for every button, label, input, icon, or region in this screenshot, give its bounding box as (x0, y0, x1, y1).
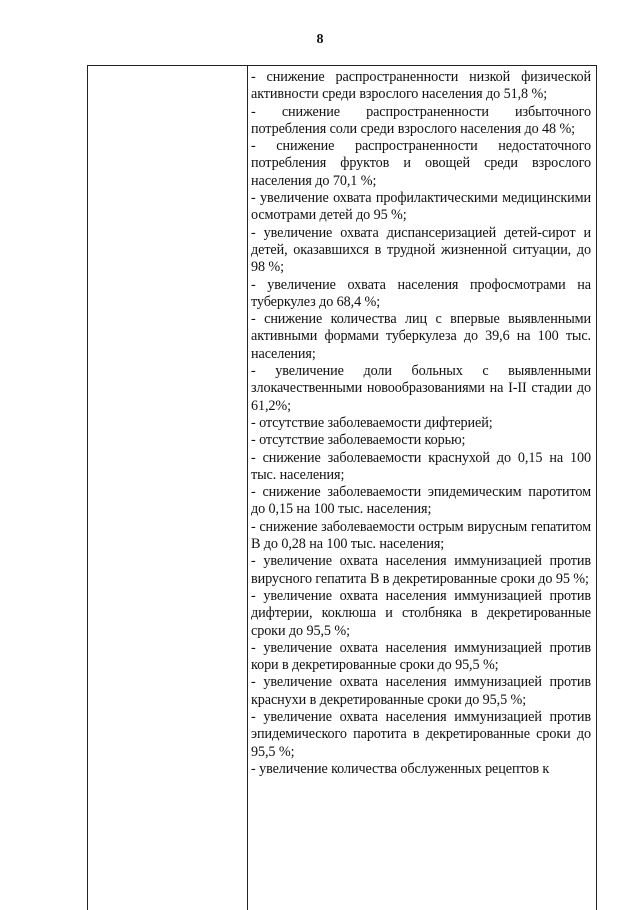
list-item: - отсутствие заболеваемости корью; (251, 432, 466, 449)
list-item: - снижение распространенности избыточного потребления соли среди взрослого населения до 48 %; (251, 103, 591, 137)
list-item: - снижение распространенности низкой физической активности среди взрослого населения до 51,8 %; (251, 69, 591, 103)
list-item: - увеличение доли больных с выявленными злокачественными новообразованиями на I-II стадии до 61,2%; (251, 363, 591, 414)
list-item: - снижение заболеваемости острым вирусным гепатитом В до 0,28 на 100 тыс. населения; (251, 518, 591, 553)
list-item: - увеличение количества обслуженных рецептов к (251, 760, 550, 777)
list-item: - увеличение охвата населения иммунизацией против вирусного гепатита В в декретированные сроки до 95 %; (251, 553, 591, 587)
list-item: - снижение распространенности недостаточного потребления фруктов и овощей среди взрослого населения до 70,1 %; (251, 138, 591, 189)
list-item: - увеличение охвата населения иммунизацией против дифтерии, коклюша и столбняка в декретированные сроки до 95,5 %; (251, 587, 591, 639)
list-item: - отсутствие заболеваемости дифтерией; (251, 414, 493, 431)
list-item: - увеличение охвата населения иммунизацией против кори в декретированные сроки до 95,5 %; (251, 639, 591, 674)
document-table (87, 65, 597, 910)
list-item: - снижение заболеваемости краснухой до 0,15 на 100 тыс. населения; (251, 449, 591, 483)
list-item: - снижение заболеваемости эпидемическим паротитом до 0,15 на 100 тыс. населения; (251, 484, 591, 518)
page-number: 8 (316, 32, 324, 47)
list-item: - увеличение охвата населения иммунизацией против эпидемического паротита в декретированные сроки до 95,5 %; (251, 708, 591, 760)
list-item: - увеличение охвата населения иммунизацией против краснухи в декретированные сроки до 95,5 %; (251, 674, 591, 708)
list-item: - снижение количества лиц с впервые выявленными активными формами туберкулеза до 39,6 на 100 тыс. населения; (251, 311, 591, 362)
list-item: - увеличение охвата диспансеризацией детей-сирот и детей, оказавшихся в трудной жизненной ситуации, до 98 %; (251, 224, 591, 276)
column-divider (247, 66, 248, 910)
list-item: - увеличение охвата профилактическими медицинскими осмотрами детей до 95 %; (251, 190, 591, 224)
list-item: - увеличение охвата населения профосмотрами на туберкулез до 68,4 %; (251, 276, 591, 310)
indicators-cell (251, 69, 591, 778)
